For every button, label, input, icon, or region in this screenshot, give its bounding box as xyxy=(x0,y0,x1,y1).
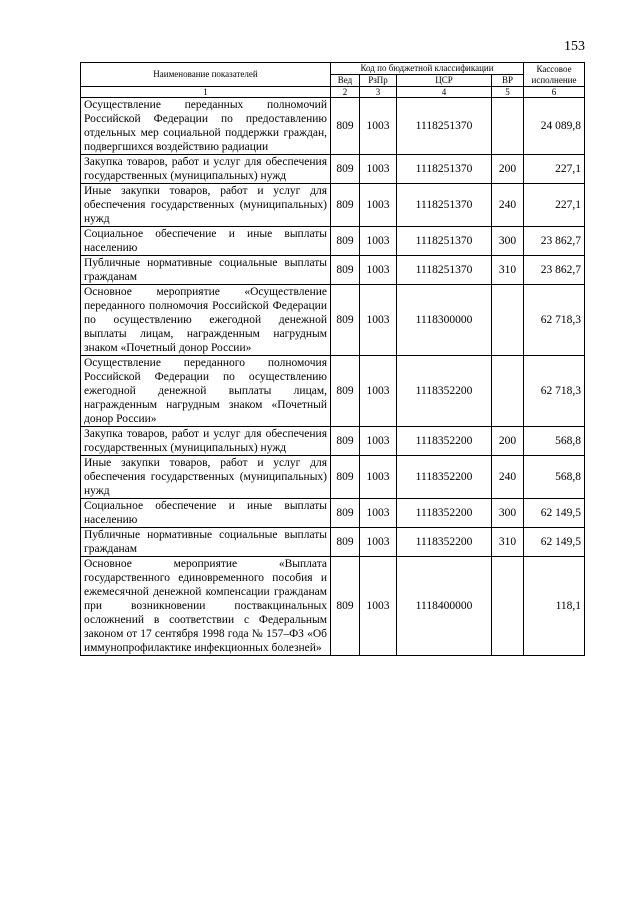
table-row xyxy=(81,285,585,356)
table-row xyxy=(81,155,585,184)
cell-amount: 23 862,7 xyxy=(524,227,585,256)
cell-ved: 809 xyxy=(331,285,360,356)
header-code-group: Код по бюджетной классификации xyxy=(331,63,524,75)
cell-rzpr: 1003 xyxy=(360,285,397,356)
column-number: 3 xyxy=(360,87,397,98)
cell-ved: 809 xyxy=(331,227,360,256)
column-number: 4 xyxy=(397,87,492,98)
table-row xyxy=(81,98,585,155)
header-name: Наименование показателей xyxy=(81,63,331,87)
budget-table xyxy=(80,62,585,656)
cell-rzpr: 1003 xyxy=(360,499,397,528)
column-number: 1 xyxy=(81,87,331,98)
cell-csr: 1118352200 xyxy=(397,528,492,557)
cell-ved: 809 xyxy=(331,155,360,184)
cell-name: Социальное обеспечение и иные выплаты населению xyxy=(81,227,331,256)
cell-rzpr: 1003 xyxy=(360,184,397,227)
cell-vr: 300 xyxy=(492,227,524,256)
cell-csr: 1118251370 xyxy=(397,155,492,184)
table-row xyxy=(81,528,585,557)
table-row xyxy=(81,456,585,499)
cell-vr: 200 xyxy=(492,155,524,184)
cell-csr: 1118251370 xyxy=(397,256,492,285)
cell-name: Закупка товаров, работ и услуг для обеспечения государственных (муниципальных) нужд xyxy=(81,427,331,456)
cell-vr xyxy=(492,356,524,427)
cell-vr xyxy=(492,98,524,155)
cell-vr: 310 xyxy=(492,528,524,557)
table-row xyxy=(81,557,585,656)
column-number: 2 xyxy=(331,87,360,98)
cell-rzpr: 1003 xyxy=(360,155,397,184)
cell-ved: 809 xyxy=(331,528,360,557)
cell-name: Осуществление переданных полномочий Российской Федерации по предоставлению отдельных мер социальной поддержки граждан, подвергшихся воздействию радиации xyxy=(81,98,331,155)
cell-ved: 809 xyxy=(331,98,360,155)
cell-csr: 1118300000 xyxy=(397,285,492,356)
cell-csr: 1118352200 xyxy=(397,356,492,427)
cell-rzpr: 1003 xyxy=(360,427,397,456)
cell-name: Осуществление переданного полномочия Российской Федерации по осуществлению ежегодной денежной выплаты лицам, награжденным нагрудным знаком «Почетный донор России» xyxy=(81,356,331,427)
cell-rzpr: 1003 xyxy=(360,456,397,499)
cell-ved: 809 xyxy=(331,427,360,456)
cell-name: Публичные нормативные социальные выплаты гражданам xyxy=(81,528,331,557)
header-vr: ВР xyxy=(492,75,524,87)
cell-rzpr: 1003 xyxy=(360,227,397,256)
cell-csr: 1118251370 xyxy=(397,227,492,256)
cell-csr: 1118352200 xyxy=(397,456,492,499)
cell-amount: 23 862,7 xyxy=(524,256,585,285)
cell-amount: 568,8 xyxy=(524,427,585,456)
cell-vr: 200 xyxy=(492,427,524,456)
cell-csr: 1118400000 xyxy=(397,557,492,656)
cell-name: Иные закупки товаров, работ и услуг для обеспечения государственных (муниципальных) нужд xyxy=(81,184,331,227)
cell-amount: 62 149,5 xyxy=(524,499,585,528)
table-row xyxy=(81,356,585,427)
table-row xyxy=(81,184,585,227)
cell-rzpr: 1003 xyxy=(360,256,397,285)
cell-amount: 568,8 xyxy=(524,456,585,499)
cell-name: Основное мероприятие «Осуществление переданного полномочия Российской Федерации по осуществлению ежегодной денежной выплаты лицам, награжденным нагрудным знаком «Почетный донор России» xyxy=(81,285,331,356)
cell-name: Основное мероприятие «Выплата государственного единовременного пособия и ежемесячной денежной компенсации гражданам при возникновении поствакцинальных осложнений в соответствии с Федеральным законом от 17 сентября 1998 года № 157–ФЗ «Об иммунопрофилактике инфекционных болезней» xyxy=(81,557,331,656)
cell-rzpr: 1003 xyxy=(360,528,397,557)
cell-amount: 227,1 xyxy=(524,155,585,184)
table-row xyxy=(81,256,585,285)
table-row xyxy=(81,227,585,256)
cell-csr: 1118352200 xyxy=(397,499,492,528)
cell-vr: 240 xyxy=(492,456,524,499)
table-row xyxy=(81,499,585,528)
column-number: 5 xyxy=(492,87,524,98)
cell-ved: 809 xyxy=(331,256,360,285)
cell-ved: 809 xyxy=(331,499,360,528)
cell-ved: 809 xyxy=(331,356,360,427)
cell-vr: 310 xyxy=(492,256,524,285)
cell-amount: 227,1 xyxy=(524,184,585,227)
cell-name: Социальное обеспечение и иные выплаты населению xyxy=(81,499,331,528)
cell-ved: 809 xyxy=(331,184,360,227)
cell-ved: 809 xyxy=(331,456,360,499)
cell-name: Публичные нормативные социальные выплаты гражданам xyxy=(81,256,331,285)
cell-vr: 240 xyxy=(492,184,524,227)
header-ved: Вед xyxy=(331,75,360,87)
cell-ved: 809 xyxy=(331,557,360,656)
cell-rzpr: 1003 xyxy=(360,356,397,427)
header-csr: ЦСР xyxy=(397,75,492,87)
cell-amount: 62 718,3 xyxy=(524,356,585,427)
cell-name: Иные закупки товаров, работ и услуг для обеспечения государственных (муниципальных) нужд xyxy=(81,456,331,499)
cell-rzpr: 1003 xyxy=(360,98,397,155)
cell-csr: 1118251370 xyxy=(397,184,492,227)
cell-vr: 300 xyxy=(492,499,524,528)
cell-rzpr: 1003 xyxy=(360,557,397,656)
cell-amount: 24 089,8 xyxy=(524,98,585,155)
cell-amount: 118,1 xyxy=(524,557,585,656)
cell-amount: 62 718,3 xyxy=(524,285,585,356)
cell-amount: 62 149,5 xyxy=(524,528,585,557)
table-row xyxy=(81,427,585,456)
column-number: 6 xyxy=(524,87,585,98)
header-execution: Кассовое исполнение xyxy=(524,63,585,87)
header-rzpr: РзПр xyxy=(360,75,397,87)
cell-name: Закупка товаров, работ и услуг для обеспечения государственных (муниципальных) нужд xyxy=(81,155,331,184)
cell-vr xyxy=(492,557,524,656)
page-number: 153 xyxy=(564,39,585,54)
cell-csr: 1118352200 xyxy=(397,427,492,456)
cell-csr: 1118251370 xyxy=(397,98,492,155)
cell-vr xyxy=(492,285,524,356)
